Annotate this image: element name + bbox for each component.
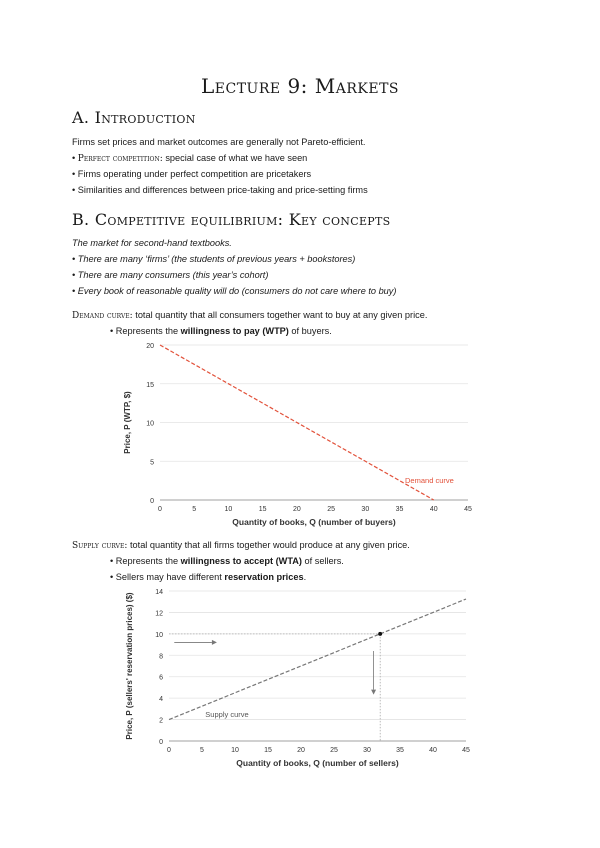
y-tick-label: 4 (159, 696, 163, 704)
bullet-text: There are many ‘firms’ (the students of previous years + bookstores) (77, 254, 356, 264)
y-tick-label: 14 (155, 589, 163, 596)
x-tick-label: 40 (429, 747, 437, 754)
supply-chart (110, 584, 490, 776)
x-tick-label: 5 (200, 747, 204, 754)
supply-definition (72, 537, 410, 554)
x-tick-label: 10 (231, 747, 239, 754)
example-bullet: • Every book of reasonable quality will do (consumers do not care where to buy) (72, 286, 397, 296)
bullet-text: There are many consumers (this year’s cohort) (77, 270, 269, 280)
x-tick-label: 35 (396, 747, 404, 754)
demand-chart (110, 338, 490, 530)
bullet-text: special case of what we have seen (165, 153, 308, 163)
example-title: The market for second-hand textbooks. (72, 238, 232, 248)
y-tick-label: 5 (150, 459, 154, 467)
y-tick-label: 10 (155, 631, 163, 639)
x-tick-label: 45 (462, 747, 470, 754)
x-tick-label: 30 (361, 506, 370, 513)
y-axis-label: Price, P (sellers' reservation prices) ($) (125, 592, 134, 740)
bullet-similarities: • Similarities and differences between price-taking and price-setting firms (72, 185, 368, 195)
term-supply-curve: Supply curve: (72, 541, 128, 551)
y-tick-label: 10 (146, 420, 154, 428)
x-tick-label: 25 (330, 747, 338, 754)
y-tick-label: 0 (150, 498, 154, 505)
y-tick-label: 12 (155, 610, 163, 618)
page-title: Lecture 9: Markets (200, 74, 400, 98)
demand-wtp-bullet: • Represents the willingness to pay (WTP) of buyers. (110, 326, 332, 336)
x-tick-label: 0 (158, 506, 162, 513)
x-axis-label: Quantity of books, Q (number of sellers) (236, 758, 399, 768)
x-tick-label: 15 (258, 506, 267, 513)
x-axis-label: Quantity of books, Q (number of buyers) (232, 517, 396, 527)
highlight-point (378, 632, 382, 636)
x-tick-label: 40 (429, 506, 438, 513)
bullet-perfect-competition: • Perfect competition: special case of what we have seen (72, 153, 308, 164)
x-tick-label: 15 (264, 747, 272, 754)
x-tick-label: 10 (224, 506, 233, 513)
x-tick-label: 5 (192, 506, 197, 513)
supply-curve-label: Supply curve (205, 709, 249, 719)
demand-definition (72, 307, 427, 324)
arrow-right-head (212, 640, 217, 645)
x-tick-label: 45 (464, 506, 472, 513)
x-tick-label: 20 (297, 747, 305, 754)
section-b-heading: B. Competitive equilibrium: Key concepts (72, 210, 391, 229)
term-perfect-competition: Perfect competition: (77, 154, 163, 164)
supply-curve-line (169, 599, 466, 720)
example-bullet: • There are many consumers (this year’s cohort) (72, 270, 269, 280)
x-tick-label: 20 (292, 506, 301, 513)
y-tick-label: 8 (159, 653, 163, 661)
intro-text: Firms set prices and market outcomes are generally not Pareto-efficient. (72, 137, 366, 147)
y-tick-label: 2 (159, 717, 163, 725)
demand-curve-label: Demand curve (405, 475, 454, 485)
bullet-text: Every book of reasonable quality will do (consumers do not care where to buy) (77, 286, 397, 296)
example-bullet: • There are many ‘firms’ (the students of previous years + bookstores) (72, 254, 356, 264)
y-tick-label: 6 (159, 674, 163, 682)
y-tick-label: 15 (146, 381, 154, 389)
x-tick-label: 35 (395, 506, 404, 513)
x-tick-label: 25 (327, 506, 336, 513)
supply-reservation-bullet: • Sellers may have different reservation prices. (110, 572, 307, 582)
y-tick-label: 0 (159, 739, 163, 746)
supply-wta-bullet: • Represents the willingness to accept (WTA) of sellers. (110, 556, 344, 566)
x-tick-label: 30 (363, 747, 371, 754)
y-axis-label: Price, P (WTP, $) (123, 391, 132, 454)
term-demand-curve: Demand curve: (72, 311, 133, 321)
y-tick-label: 20 (146, 343, 154, 350)
definition-text: total quantity that all firms together would produce at any given price. (129, 540, 410, 550)
x-tick-label: 0 (167, 747, 171, 754)
bullet-text: Firms operating under perfect competition are pricetakers (77, 169, 312, 179)
section-a-heading: A. Introduction (72, 108, 196, 127)
bullet-pricetakers: • Firms operating under perfect competition are pricetakers (72, 169, 312, 179)
arrow-down-head (371, 690, 376, 695)
bullet-text: Similarities and differences between price-taking and price-setting firms (77, 185, 368, 195)
definition-text: total quantity that all consumers together want to buy at any given price. (135, 310, 428, 320)
